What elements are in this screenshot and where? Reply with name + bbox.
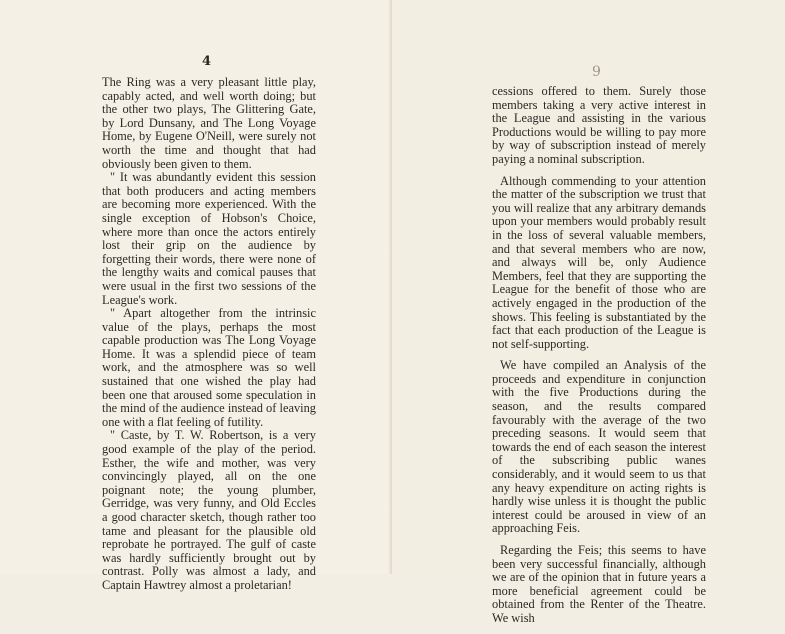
paragraph: cessions offered to them. Surely those members taking a very active interest in the League and assisting in the various Productions would be willing to pay more by way of subscription instead of merely paying a nominal subscription.	[492, 84, 706, 166]
page-number: 4	[202, 54, 212, 69]
text-column	[102, 76, 316, 593]
page-number: 9	[592, 64, 601, 80]
right-page	[392, 0, 785, 625]
left-page	[0, 0, 392, 592]
paragraph: " Apart altogether from the intrinsic value of the plays, perhaps the most capable production was The Long Voyage Home. It was a splendid piece of team work, and the atmosphere was so well sustained that one wished the play had been one that aroused some speculation in the mind of the audience instead of leaving one with a flat feeling of futility.	[102, 306, 316, 429]
paragraph: We have compiled an Analysis of the proceeds and expenditure in conjunction with the five Productions during the season, and the results compared favourably with the average of the two preceding seasons. It would seem that towards the end of each season the interest of the subscribing public wanes considerably, and it would seem to us that any heavy expenditure on acting rights is hardly wise unless it is thought the public interest could be aroused in view of an approaching Feis.	[492, 358, 706, 536]
paragraph: " Caste, by T. W. Robertson, is a very good example of the play of the period. Esther, the wife and mother, was very convincingly played, all on the one poignant note; the young plumber, Gerridge, was very funny, and Old Eccles a good character sketch, though rather too tame and pleasant for the plausible old reprobate he portrayed. The gulf of caste was hardly sufficiently brought out by contrast. Polly was almost a lady, and Captain Hawtrey almost a proletarian!	[102, 428, 316, 592]
paragraph: Regarding the Feis; this seems to have been very successful financially, although we are of the opinion that in future years a more beneficial agreement could be obtained from the Renter of the Theatre. We wish	[492, 543, 706, 625]
paragraph: Although commending to your attention the matter of the subscription we trust that you will realize that any arbitrary demands upon your members would probably result in the loss of several valuable members, and that several members who are now, and always will be, only Audience Members, feel that they are supporting the League for the benefit of those who are actively engaged in the production of the shows. This feeling is substantiated by the fact that each production of the League is not self-supporting.	[492, 173, 706, 351]
paragraph: " It was abundantly evident this session that both producers and acting members are becoming more experienced. With the single exception of Hobson's Choice, where more than once the actors entirely lost their grip on the audience by forgetting their words, there were none of the lengthy waits and comical pauses that were usual in the first two sessions of the League's work.	[102, 170, 316, 307]
text-column	[492, 85, 706, 634]
paragraph: The Ring was a very pleasant little play, capably acted, and well worth doing; but the other two plays, The Glittering Gate, by Lord Dunsany, and The Long Voyage Home, by Eugene O'Neill, were surely not worth the time and thought that had obviously been given to them.	[102, 75, 316, 171]
